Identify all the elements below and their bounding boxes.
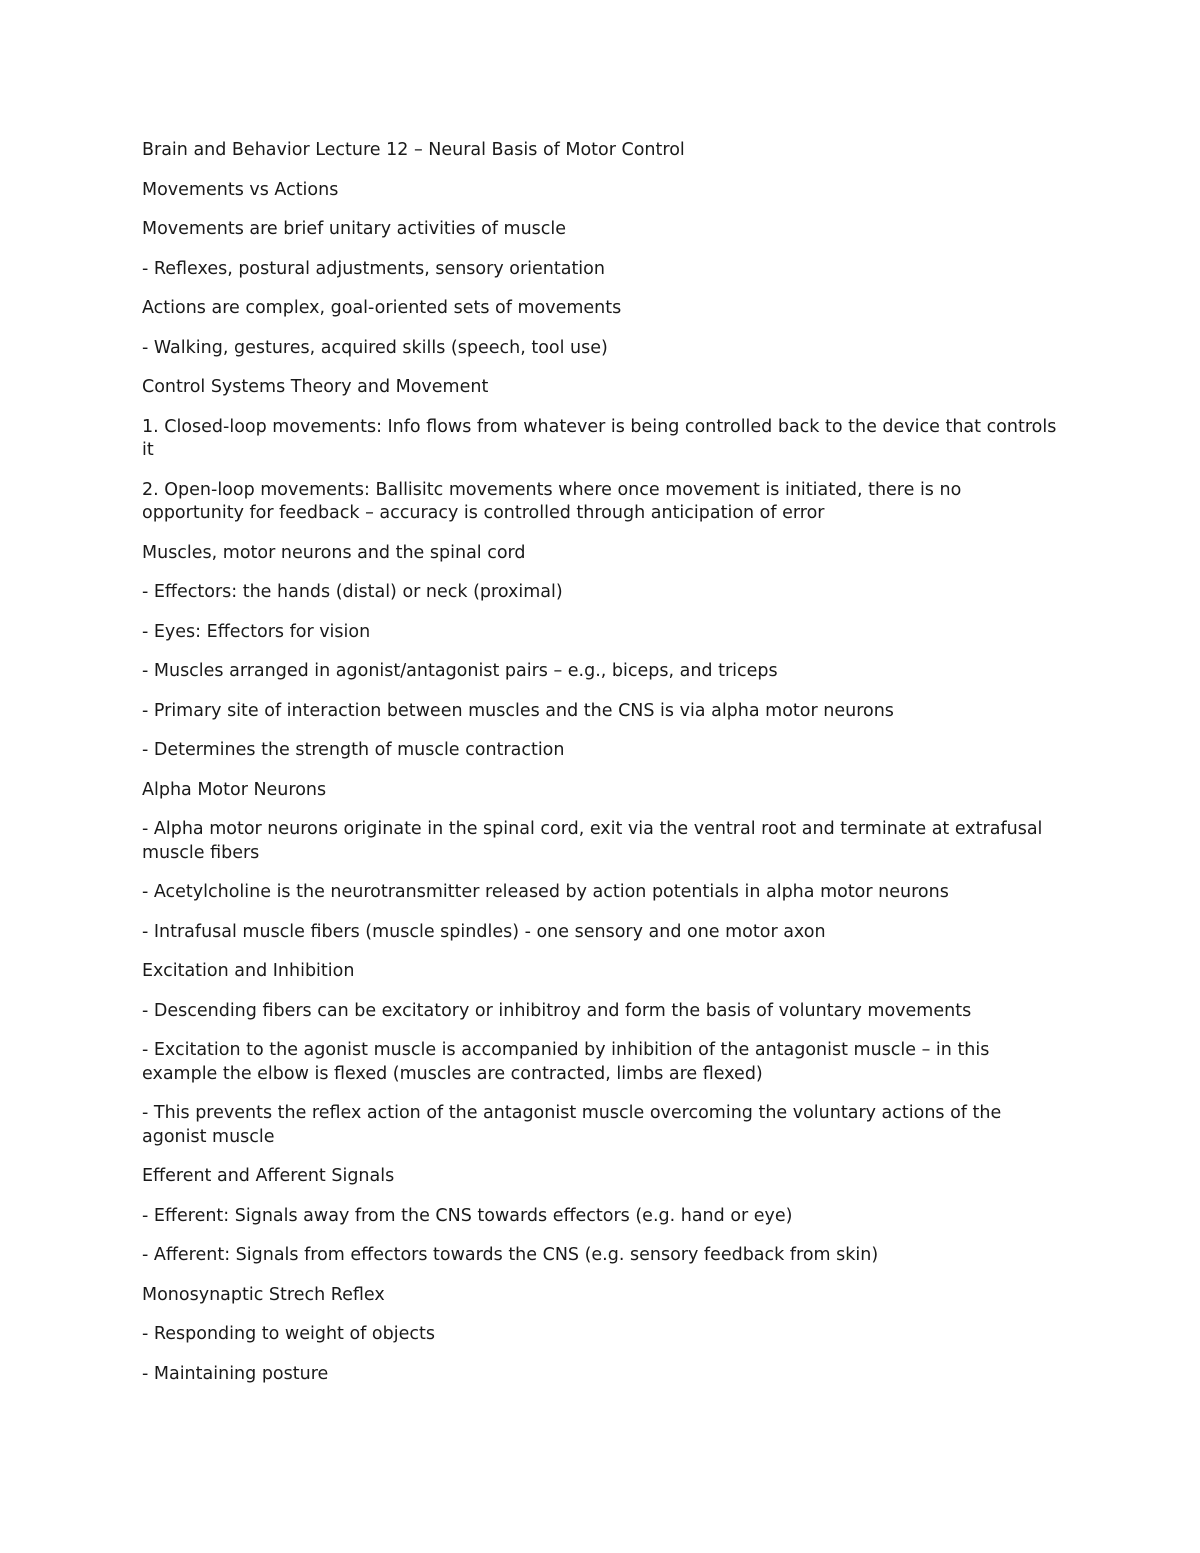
section-heading: Efferent and Afferent Signals bbox=[142, 1166, 395, 1186]
bullet-item: - Reflexes, postural adjustments, sensory orientation bbox=[142, 258, 605, 279]
bullet-item: - Excitation to the agonist muscle is accompanied by inhibition of the antagonist muscle – in this example the elbow is flexed (muscles are contracted, limbs are flexed) bbox=[142, 1040, 990, 1084]
paragraph: Actions are complex, goal-oriented sets of movements bbox=[142, 298, 622, 318]
bullet-item: - Determines the strength of muscle contraction bbox=[142, 740, 565, 760]
document-title: Brain and Behavior Lecture 12 – Neural Basis of Motor Control bbox=[142, 140, 685, 160]
bullet-item: - Muscles arranged in agonist/antagonist pairs – e.g., biceps, and triceps bbox=[142, 661, 778, 681]
numbered-item: 2. Open-loop movements: Ballisitc movements where once movement is initiated, there is no opportunity for feedback – accuracy is controlled through anticipation of error bbox=[142, 479, 962, 523]
section-heading: Excitation and Inhibition bbox=[142, 961, 355, 981]
bullet-item: - Descending fibers can be excitatory or inhibitroy and form the basis of voluntary movements bbox=[142, 1000, 972, 1021]
bullet-item: - Maintaining posture bbox=[142, 1363, 329, 1384]
bullet-item: - Afferent: Signals from effectors towards the CNS (e.g. sensory feedback from skin) bbox=[142, 1245, 879, 1265]
bullet-item: - Alpha motor neurons originate in the spinal cord, exit via the ventral root and terminate at extrafusal muscle fibers bbox=[142, 819, 1043, 863]
numbered-item: 1. Closed-loop movements: Info flows from whatever is being controlled back to the device that controls it bbox=[142, 416, 1057, 460]
bullet-item: - Efferent: Signals away from the CNS towards effectors (e.g. hand or eye) bbox=[142, 1205, 793, 1226]
paragraph: Movements are brief unitary activities of muscle bbox=[142, 219, 567, 239]
bullet-item: - Walking, gestures, acquired skills (speech, tool use) bbox=[142, 337, 608, 358]
section-heading: Muscles, motor neurons and the spinal cord bbox=[142, 542, 526, 563]
section-heading: Monosynaptic Strech Reflex bbox=[142, 1284, 385, 1305]
bullet-item: - Effectors: the hands (distal) or neck (proximal) bbox=[142, 582, 563, 602]
bullet-item: - Responding to weight of objects bbox=[142, 1324, 435, 1344]
bullet-item: - Eyes: Effectors for vision bbox=[142, 621, 371, 642]
section-heading: Control Systems Theory and Movement bbox=[142, 377, 489, 397]
section-heading: Movements vs Actions bbox=[142, 179, 339, 200]
bullet-item: - Intrafusal muscle fibers (muscle spindles) - one sensory and one motor axon bbox=[142, 921, 826, 942]
bullet-item: - This prevents the reflex action of the antagonist muscle overcoming the voluntary actions of the agonist muscle bbox=[142, 1103, 1002, 1147]
bullet-item: - Primary site of interaction between muscles and the CNS is via alpha motor neurons bbox=[142, 700, 894, 721]
bullet-item: - Acetylcholine is the neurotransmitter released by action potentials in alpha motor neurons bbox=[142, 882, 949, 902]
section-heading: Alpha Motor Neurons bbox=[142, 779, 327, 800]
document-body bbox=[142, 139, 1062, 1402]
